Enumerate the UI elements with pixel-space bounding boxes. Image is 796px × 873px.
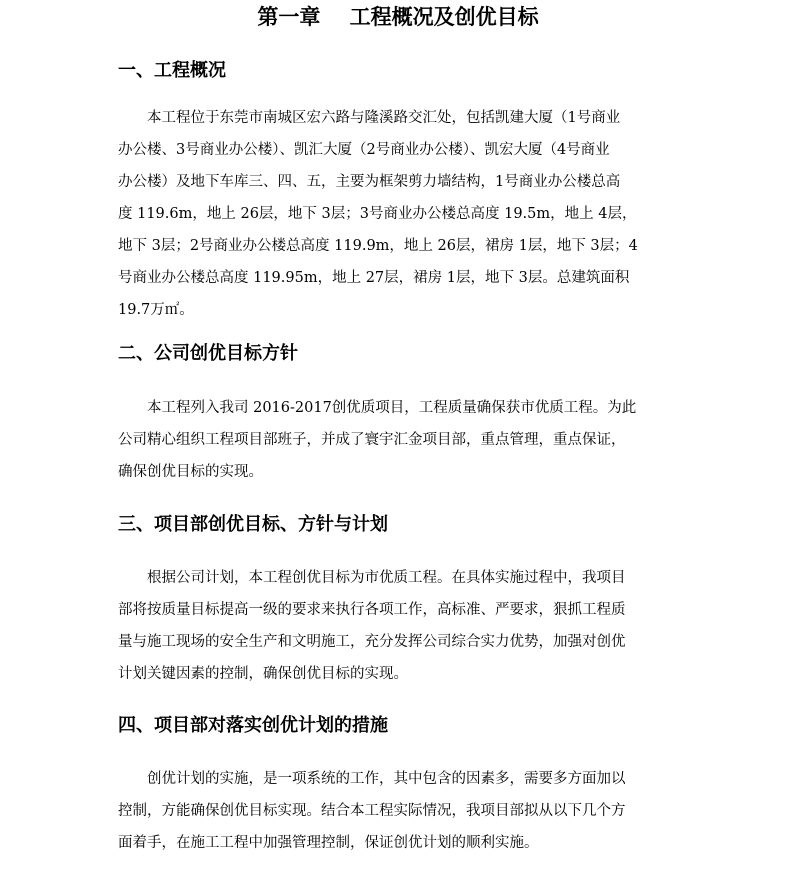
- paragraph-line: 创优计划的实施，是一项系统的工作，其中包含的因素多，需要多方面加以: [118, 771, 626, 787]
- paragraph-line: 19.7万㎡。: [118, 302, 194, 318]
- paragraph-line: 本工程列入我司 2016-2017创优质项目，工程质量确保获市优质工程。为此: [118, 400, 637, 416]
- paragraph-measures: [118, 763, 678, 859]
- section-heading-overview: 一、工程概况: [118, 60, 226, 81]
- chapter-title: 第一章 工程概况及创优目标: [257, 4, 539, 29]
- paragraph-overview: [118, 102, 678, 326]
- paragraph-line: 控制，方能确保创优目标实现。结合本工程实际情况，我项目部拟从以下几个方: [118, 803, 626, 819]
- paragraph-line: 号商业办公楼总高度 119.95m，地上 27层，裙房 1层，地下 3层。总建筑面积: [118, 270, 630, 286]
- paragraph-line: 公司精心组织工程项目部班子，并成了寰宇汇金项目部，重点管理，重点保证，: [118, 432, 626, 448]
- paragraph-line: 度 119.6m，地上 26层，地下 3层；3号商业办公楼总高度 19.5m，地上 4层，: [118, 206, 637, 222]
- paragraph-line: 办公楼、3号商业办公楼）、凯汇大厦（2号商业办公楼）、凯宏大厦（4号商业: [118, 142, 610, 158]
- paragraph-line: 量与施工现场的安全生产和文明施工，充分发挥公司综合实力优势，加强对创优: [118, 634, 626, 650]
- paragraph-project-plan: [118, 562, 678, 690]
- paragraph-company-goal: [118, 392, 678, 488]
- paragraph-line: 确保创优目标的实现。: [118, 464, 263, 480]
- section-heading-measures: 四、项目部对落实创优计划的措施: [118, 715, 388, 736]
- paragraph-line: 地下 3层；2号商业办公楼总高度 119.9m，地上 26层，裙房 1层，地下 3层；4: [118, 238, 638, 254]
- section-heading-project-plan: 三、项目部创优目标、方针与计划: [118, 514, 388, 535]
- paragraph-line: 根据公司计划，本工程创优目标为市优质工程。在具体实施过程中，我项目: [118, 570, 626, 586]
- paragraph-line: 本工程位于东莞市南城区宏六路与隆溪路交汇处，包括凯建大厦（1号商业: [118, 110, 621, 126]
- paragraph-line: 计划关键因素的控制，确保创优目标的实现。: [118, 666, 408, 682]
- paragraph-line: 办公楼）及地下车库三、四、五，主要为框架剪力墙结构，1号商业办公楼总高: [118, 174, 621, 190]
- paragraph-line: 面着手，在施工工程中加强管理控制，保证创优计划的顺利实施。: [118, 835, 539, 851]
- paragraph-line: 部将按质量目标提高一级的要求来执行各项工作，高标准、严要求，狠抓工程质: [118, 602, 626, 618]
- section-heading-company-goal: 二、公司创优目标方针: [118, 343, 298, 364]
